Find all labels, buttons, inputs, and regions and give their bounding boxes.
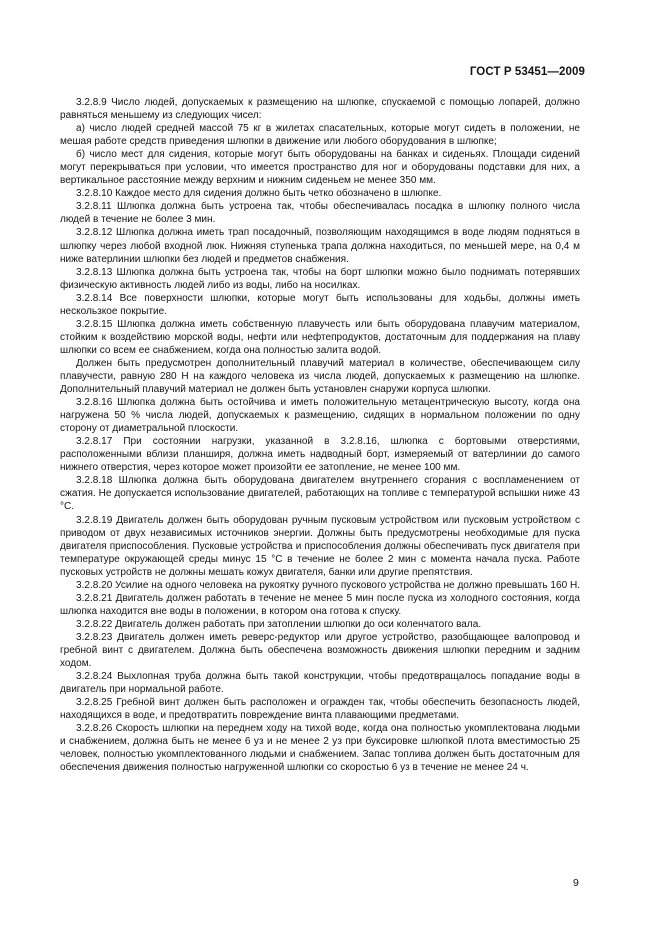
clause-3-2-8-26: 3.2.8.26 Скорость шлюпки на переднем ходу на тихой воде, когда она полностью укомплектована людьми и снабжением, должна быть не менее 6 уз и не менее 2 уз при буксировке шлюпкой плота вместимостью 25 человек, полностью укомплектованного людьми и снабжением. Запас топлива должен быть достаточным для обеспечения движения полностью нагруженной шлюпки со скоростью 6 уз в течение не менее 24 ч.	[60, 723, 580, 774]
page-number: 9	[573, 877, 579, 889]
clause-3-2-8-20: 3.2.8.20 Усилие на одного человека на рукоятку ручного пускового устройства не должно превышать 160 Н.	[76, 579, 581, 591]
clause-3-2-8-24: 3.2.8.24 Выхлопная труба должна быть такой конструкции, чтобы предотвращалось попадание воды в двигатель при нормальной работе.	[60, 671, 580, 696]
clause-3-2-8-22: 3.2.8.22 Двигатель должен работать при затоплении шлюпки до оси коленчатого вала.	[76, 618, 482, 630]
clause-3-2-8-16: 3.2.8.16 Шлюпка должна быть остойчива и иметь положительную метацентрическую высоту, когда она нагружена 50 % числа людей, допускаемых к размещению, сидящих в нормальном положении по одну сторону от диаметральной плоскости.	[60, 397, 580, 435]
clause-3-2-8-15-cont: Должен быть предусмотрен дополнительный плавучий материал в количестве, обеспечивающем силу плавучести, равную 280 Н на каждого человека из числа людей, допускаемых к размещению на шлюпке. Дополнительный плавучий материал не должен быть установлен снаружи корпуса шлюпки.	[60, 357, 580, 396]
clause-3-2-8-9-a: а) число людей средней массой 75 кг в жилетах спасательных, которые могут сидеть в положении, не мешая работе средств приведения шлюпки в движение или любого оборудования в шлюпке;	[60, 123, 580, 148]
clause-3-2-8-12: 3.2.8.12 Шлюпка должна иметь трап посадочный, позволяющим находящимся в воде людям подняться в шлюпку через любой входной люк. Нижняя ступенька трапа должна находиться, по меньшей мере, на 0,4 м ниже ватерлинии шлюпки без людей и предметов снабжения.	[60, 227, 580, 265]
document-body	[60, 96, 580, 774]
clause-3-2-8-25: 3.2.8.25 Гребной винт должен быть расположен и огражден так, чтобы обеспечить безопасность людей, находящихся в воде, и предотвратить повреждение винта плавающими предметами.	[60, 697, 580, 722]
clause-3-2-8-15: 3.2.8.15 Шлюпка должна иметь собственную плавучесть или быть оборудована плавучим материалом, стойким к воздействию морской воды, нефти или нефтепродуктов, достаточным для поддержания на плаву шлюпки со всем ее снабжением, когда она полностью залита водой.	[60, 318, 580, 356]
clause-3-2-8-18: 3.2.8.18 Шлюпка должна быть оборудована двигателем внутреннего сгорания с воспламенением от сжатия. Не допускается использование двигателей, работающих на топливе с температурой вспышки ниже 43 °С.	[60, 475, 580, 513]
clause-3-2-8-13: 3.2.8.13 Шлюпка должна быть устроена так, чтобы на борт шлюпки можно было поднимать потерявших физическую активность людей либо из воды, либо на носилках.	[60, 266, 580, 291]
clause-3-2-8-19: 3.2.8.19 Двигатель должен быть оборудован ручным пусковым устройством или пусковым устройством с приводом от двух независимых источников энергии. Должны быть предусмотрены необходимые для пуска двигателя приспособления. Пусковые устройства и приспособления должны обеспечивать пуск двигателя при температуре окружающей среды минус 15 °С в течение не более 2 мин с момента начала пуска. Работе пусковых устройств не должны мешать кожух двигателя, банки или другие препятствия.	[60, 514, 580, 578]
clause-3-2-8-17: 3.2.8.17 При состоянии нагрузки, указанной в 3.2.8.16, шлюпка с бортовыми отверстиями, расположенными вблизи планширя, должна иметь надводный борт, измеряемый от ватерлинии до самого нижнего отверстия, через которое может произойти ее затопление, не менее 100 мм.	[60, 436, 580, 474]
clause-3-2-8-9: 3.2.8.9 Число людей, допускаемых к размещению на шлюпке, спускаемой с помощью лопарей, должно равняться меньшему из следующих чисел:	[60, 97, 580, 122]
document-header-id: ГОСТ Р 53451—2009	[469, 66, 585, 78]
clause-3-2-8-14: 3.2.8.14 Все поверхности шлюпки, которые могут быть использованы для ходьбы, должны иметь нескользкое покрытие.	[60, 292, 580, 317]
clause-3-2-8-23: 3.2.8.23 Двигатель должен иметь реверс-редуктор или другое устройство, разобщающее валопровод и гребной винт с двигателем. Должна быть обеспечена возможность движения шлюпки передним и задним ходом.	[60, 631, 580, 670]
clause-3-2-8-11: 3.2.8.11 Шлюпка должна быть устроена так, чтобы обеспечивалась посадка в шлюпку полного числа людей в течение не более 3 мин.	[60, 201, 580, 226]
clause-3-2-8-21: 3.2.8.21 Двигатель должен работать в течение не менее 5 мин после пуска из холодного состояния, когда шлюпка находится вне воды в положении, в котором она готова к спуску.	[60, 592, 580, 617]
clause-3-2-8-9-b: б) число мест для сидения, которые могут быть оборудованы на банках и сиденьях. Площади сидений могут перекрываться при условии, что имеется пространство для ног и оборудованы подставки для них, а вертикальное расстояние между верхним и нижним сиденьем не менее 350 мм.	[60, 149, 580, 187]
clause-3-2-8-10: 3.2.8.10 Каждое место для сидения должно быть четко обозначено в шлюпке.	[76, 188, 442, 200]
